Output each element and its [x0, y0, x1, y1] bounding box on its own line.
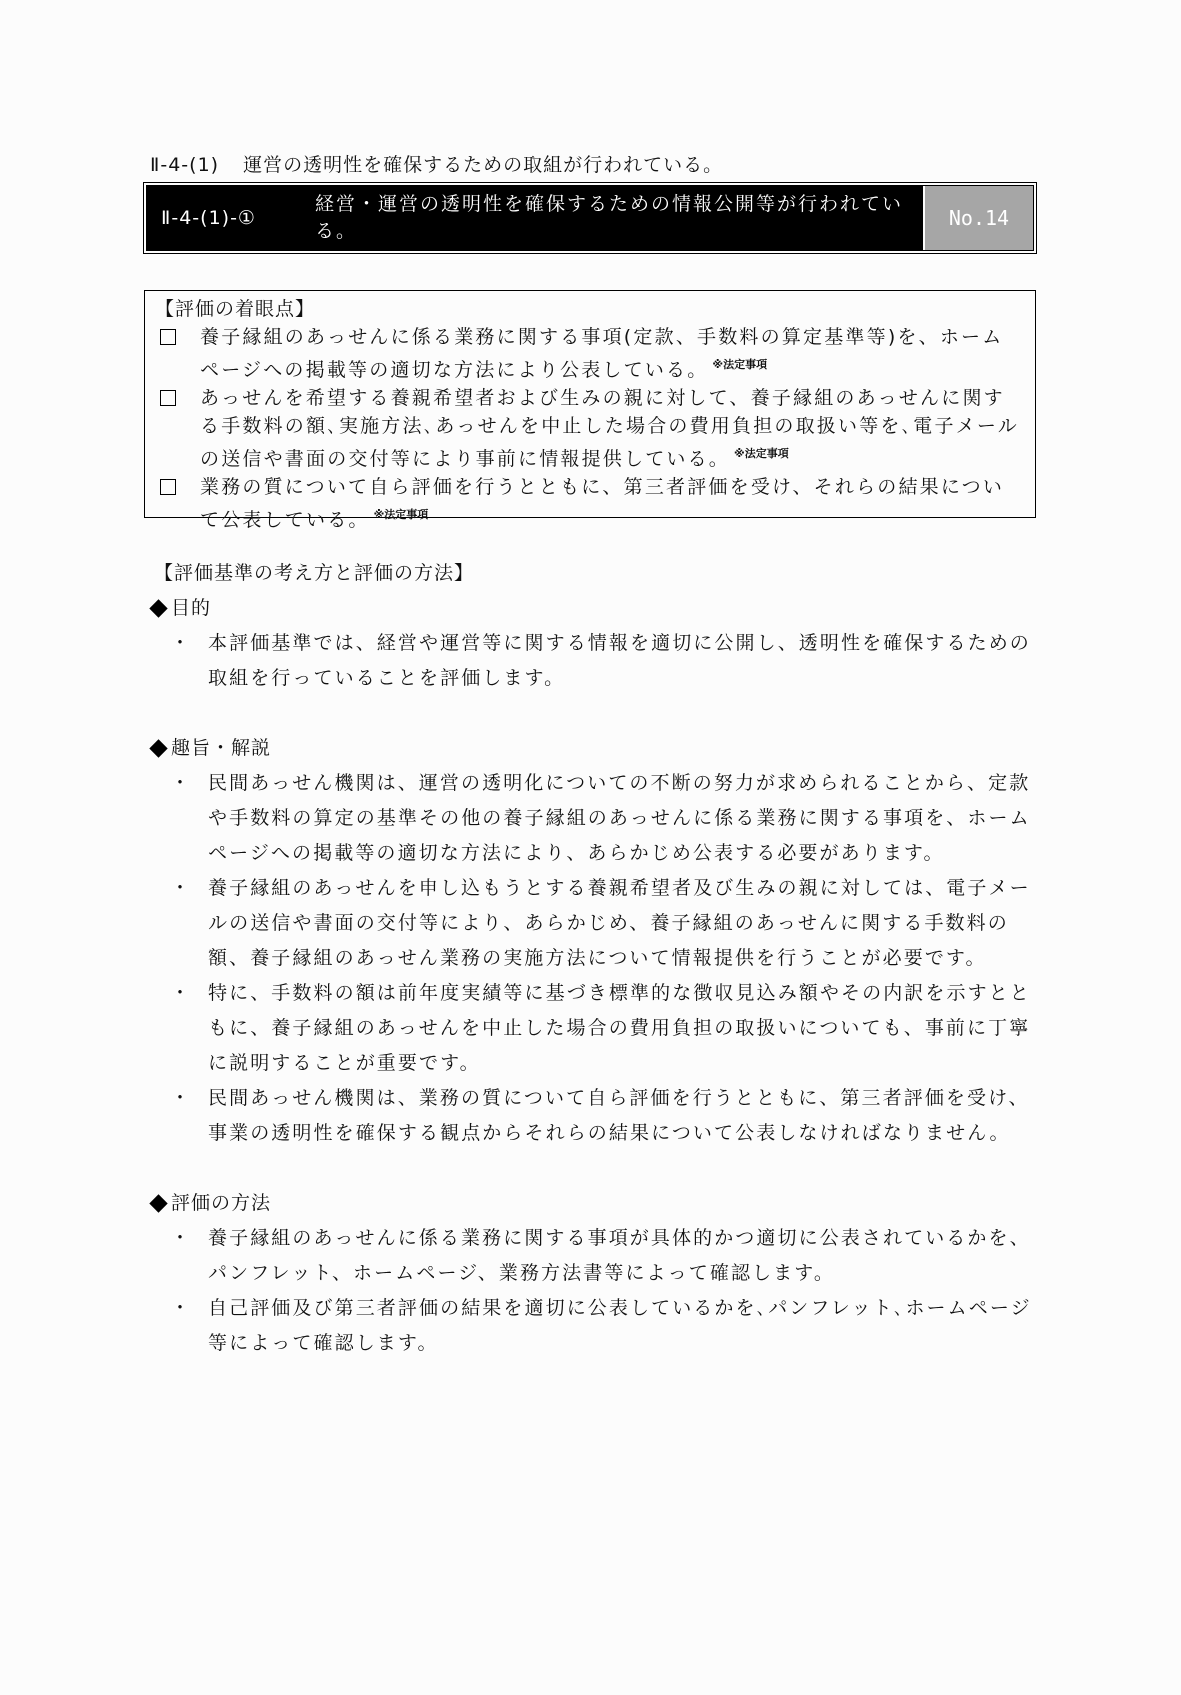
bullet-dot-icon: ・	[170, 1297, 190, 1319]
bullet-dot-icon: ・	[170, 1227, 190, 1249]
bullet-dot-icon: ・	[170, 772, 190, 794]
diamond-bullet-icon	[149, 599, 167, 617]
legal-requirement-note: ※法定事項	[373, 508, 429, 521]
item-title: 経営・運営の透明性を確保するための情報公開等が行われている。	[311, 186, 923, 250]
checklist-item	[145, 473, 1035, 534]
bullet-dot-icon: ・	[170, 1087, 190, 1109]
criteria-heading: 【評価基準の考え方と評価の方法】	[154, 562, 475, 584]
section-title-text: 運営の透明性を確保するための取組が行われている。	[243, 154, 724, 176]
criteria-body	[148, 556, 1038, 1361]
diamond-bullet-icon	[149, 739, 167, 757]
checkbox-icon[interactable]	[160, 479, 176, 495]
bullet-item: ・ 養子縁組のあっせんを申し込もうとする養親希望者及び生みの親に対しては、電子メールの送信や書面の交付等により、あらかじめ、養子縁組のあっせんに関する手数料の額、養子縁組のあっせん業務の実施方法について情報提供を行うことが必要です。	[148, 871, 1038, 976]
subheading-purpose: 目的	[148, 591, 1038, 626]
bullet-item: ・ 特に、手数料の額は前年度実績等に基づき標準的な徴収見込み額やその内訳を示すとともに、養子縁組のあっせんを中止した場合の費用負担の取扱いについても、事前に丁寧に説明することが重要です。	[148, 976, 1038, 1081]
bullet-dot-icon: ・	[170, 877, 190, 899]
bullet-dot-icon: ・	[170, 982, 190, 1004]
item-code: Ⅱ-4-(1)-①	[147, 186, 311, 250]
legal-requirement-note: ※法定事項	[712, 358, 768, 371]
evaluation-points-heading: 【評価の着眼点】	[155, 298, 316, 320]
item-number-badge: No.14	[923, 186, 1033, 250]
bullet-item: ・ 民間あっせん機関は、運営の透明化についての不断の努力が求められることから、定款や手数料の算定の基準その他の養子縁組のあっせんに係る業務に関する事項を、ホームページへの掲載等の適切な方法により、あらかじめ公表する必要があります。	[148, 766, 1038, 871]
evaluation-points-box	[144, 290, 1036, 531]
bullet-dot-icon: ・	[170, 632, 190, 654]
checklist-item-text: 養子縁組のあっせんに係る業務に関する事項(定款、手数料の算定基準等)を、ホームページへの掲載等の適切な方法により公表している。	[200, 326, 1004, 381]
section-title	[150, 150, 723, 177]
checkbox-icon[interactable]	[160, 390, 176, 406]
subheading-explanation: 趣旨・解説	[148, 731, 1038, 766]
checklist-item-text: 業務の質について自ら評価を行うとともに、第三者評価を受け、それらの結果について公表している。	[200, 476, 1005, 531]
section-code: Ⅱ-4-(1)	[150, 154, 220, 176]
bullet-item: ・ 本評価基準では、経営や運営等に関する情報を適切に公開し、透明性を確保するための取組を行っていることを評価します。	[148, 626, 1038, 696]
diamond-bullet-icon	[149, 1194, 167, 1212]
checklist-item-text: あっせんを希望する養親希望者および生みの親に対して、養子縁組のあっせんに関する手数料の額､実施方法､あっせんを中止した場合の費用負担の取扱い等を､電子メールの送信や書面の交付等により事前に情報提供している。	[200, 387, 1019, 470]
subheading-method: 評価の方法	[148, 1186, 1038, 1221]
item-header-box	[143, 182, 1037, 254]
bullet-item: ・ 自己評価及び第三者評価の結果を適切に公表しているかを､パンフレット､ホームページ等によって確認します。	[148, 1291, 1038, 1361]
checklist-item	[145, 384, 1035, 473]
checkbox-icon[interactable]	[160, 329, 176, 345]
bullet-item: ・ 養子縁組のあっせんに係る業務に関する事項が具体的かつ適切に公表されているかを、パンフレット、ホームページ、業務方法書等によって確認します。	[148, 1221, 1038, 1291]
legal-requirement-note: ※法定事項	[734, 447, 789, 460]
bullet-item: ・ 民間あっせん機関は、業務の質について自ら評価を行うとともに、第三者評価を受け、事業の透明性を確保する観点からそれらの結果について公表しなければなりません。	[148, 1081, 1038, 1151]
checklist-item	[145, 323, 1035, 384]
